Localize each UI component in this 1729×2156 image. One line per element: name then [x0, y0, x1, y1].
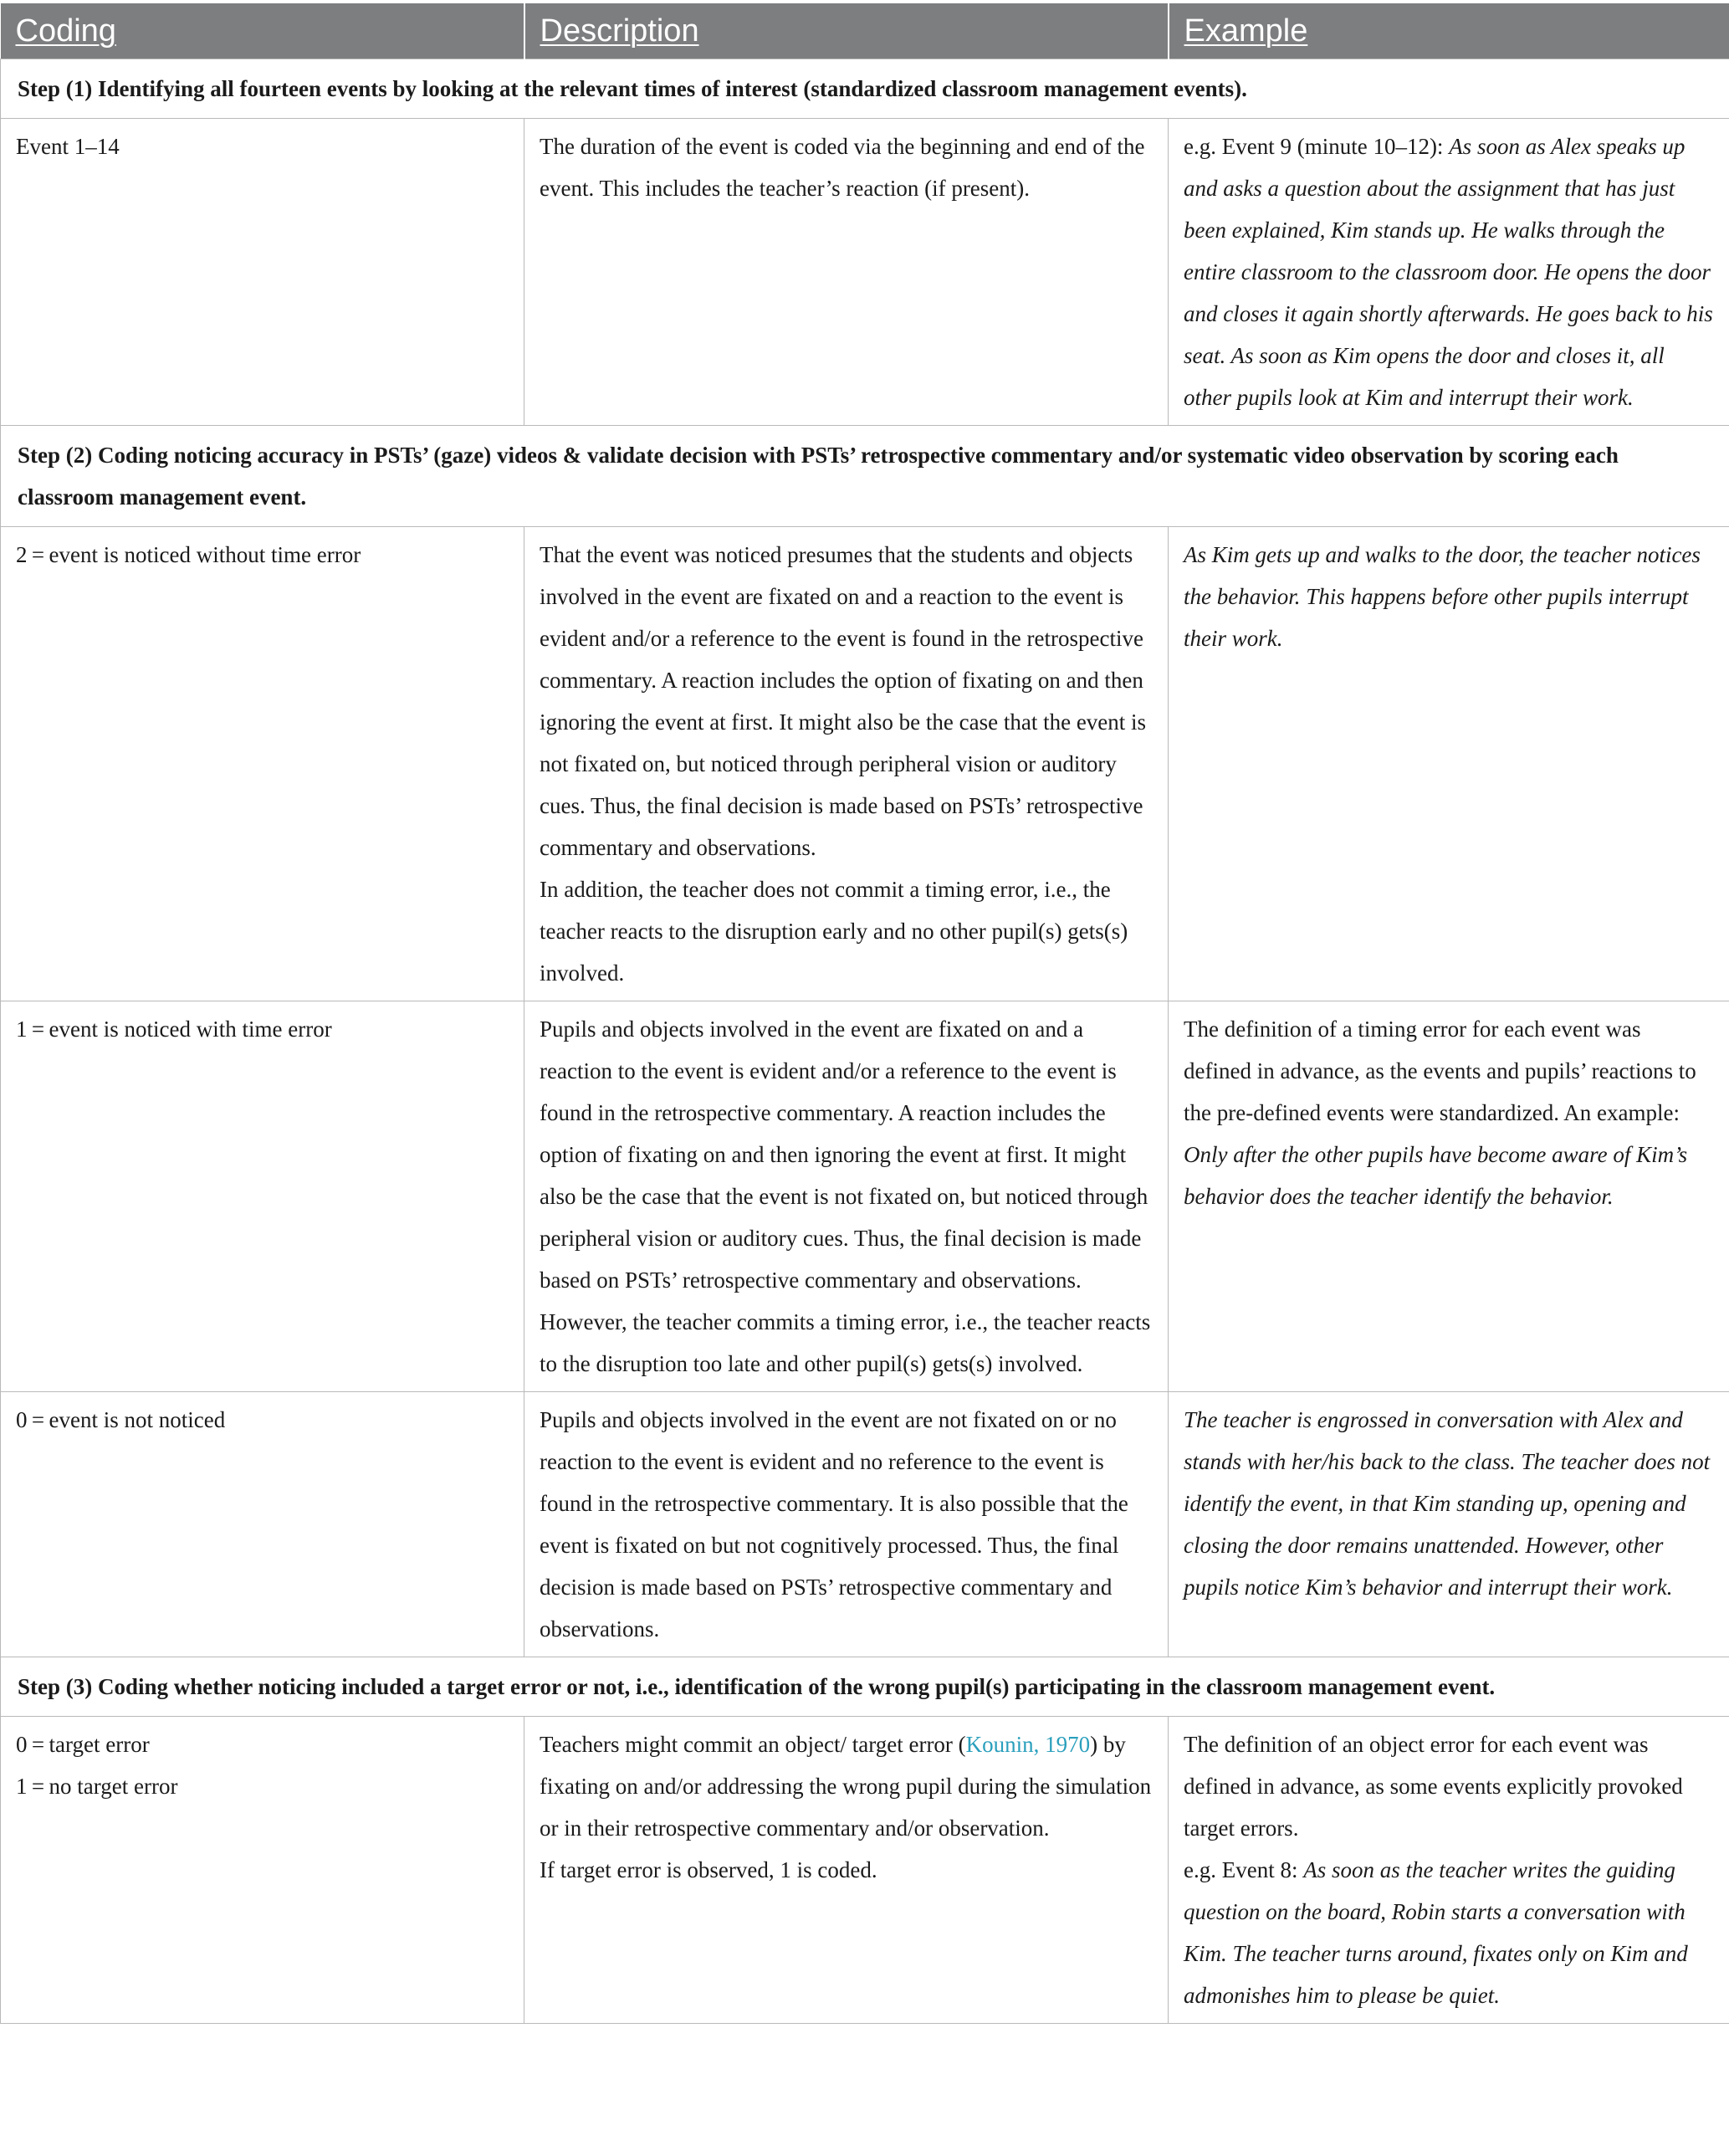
example-plain-text: The definition of an object error for each event was defined in advance, as some events explicitly provoked target errors.	[1184, 1732, 1683, 1841]
coding-scheme-table	[0, 3, 1729, 2024]
step-2-row-1-description-cell	[524, 527, 1169, 1001]
step-1-heading-row	[1, 59, 1729, 119]
description-paragraph: That the event was noticed presumes that the students and objects involved in the event are fixated on and a reaction to the event is evident and/or a reference to the event is found in the retrospective commentary. A reaction includes the option of fixating on and then ignoring the event at first. It might also be the case that the event is not fixated on, but noticed through peripheral vision or auditory cues. Thus, the final decision is made based on PSTs’ retrospective commentary and observations.	[540, 542, 1147, 860]
step-3-heading-row	[1, 1657, 1729, 1717]
table-body	[1, 59, 1729, 2024]
example-italic-text: As soon as the teacher writes the guiding question on the board, Robin starts a conversation with Kim. The teacher turns around, fixates only on Kim and admonishes him to please be quiet.	[1184, 1857, 1688, 2008]
step-1-coding-cell: Event 1–14	[1, 119, 524, 426]
table-row	[1, 1392, 1729, 1657]
description-paragraph: In addition, the teacher does not commit a timing error, i.e., the teacher reacts to the disruption early and no other pupil(s) gets(s) involved.	[540, 877, 1128, 986]
example-italic-text: Only after the other pupils have become aware of Kim’s behavior does the teacher identify the behavior.	[1184, 1142, 1688, 1209]
description-paragraph: If target error is observed, 1 is coded.	[540, 1857, 877, 1882]
step-2-row-2-example-cell	[1169, 1001, 1729, 1392]
description-text: ) by fixating on and/or addressing the wrong pupil during the simulation or in their retrospective commentary and/or observation.	[540, 1732, 1152, 1841]
description-paragraph	[540, 1723, 1153, 1849]
header-coding: Coding	[1, 3, 524, 59]
step-2-row-3-description-cell	[524, 1392, 1169, 1657]
step-1-title: Step (1) Identifying all fourteen events by looking at the relevant times of interest (standardized classroom management events).	[1, 59, 1729, 119]
step-2-row-1-example-cell	[1169, 527, 1729, 1001]
coding-value-line: 1 = no target error	[16, 1774, 178, 1799]
header-description: Description	[524, 3, 1169, 59]
table-row	[1, 1001, 1729, 1392]
coding-value-line: 0 = target error	[16, 1732, 150, 1757]
step-3-coding-cell	[1, 1717, 524, 2024]
example-paragraph	[1184, 1849, 1714, 2016]
table-row	[1, 1717, 1729, 2024]
example-plain-text: The definition of a timing error for each event was defined in advance, as the events and pupils’ reactions to the pre-defined events were standardized. An example:	[1184, 1017, 1696, 1125]
table-row	[1, 119, 1729, 426]
citation-link[interactable]: Kounin, 1970	[965, 1732, 1091, 1757]
step-2-row-3-example-cell	[1169, 1392, 1729, 1657]
description-text: Teachers might commit an object/ target error (	[540, 1732, 966, 1757]
header-example: Example	[1169, 3, 1729, 59]
example-prefix: e.g. Event 8:	[1184, 1857, 1304, 1882]
example-italic-text: The teacher is engrossed in conversation with Alex and stands with her/his back to the class. The teacher does not identify the event, in that Kim standing up, opening and closing the door remains unattended. However, other pupils notice Kim’s behavior and interrupt their work.	[1184, 1407, 1711, 1600]
header-row	[1, 3, 1729, 59]
description-paragraph: Pupils and objects involved in the event are fixated on and a reaction to the event is evident and/or a reference to the event is found in the retrospective commentary. A reaction includes the option of fixating on and then ignoring the event at first. It might also be the case that the event is not fixated on, but noticed through peripheral vision or auditory cues. Thus, the final decision is made based on PSTs’ retrospective commentary and observations.	[540, 1017, 1148, 1293]
step-1-example-cell	[1169, 119, 1729, 426]
step-2-row-1-coding-cell: 2 = event is noticed without time error	[1, 527, 524, 1001]
step-1-description-cell: The duration of the event is coded via the beginning and end of the event. This includes the teacher’s reaction (if present).	[524, 119, 1169, 426]
step-2-row-3-coding-cell: 0 = event is not noticed	[1, 1392, 524, 1657]
table-header	[1, 3, 1729, 59]
example-prefix: e.g. Event 9 (minute 10–12):	[1184, 134, 1450, 159]
step-3-example-cell	[1169, 1717, 1729, 2024]
step-2-row-2-coding-cell: 1 = event is noticed with time error	[1, 1001, 524, 1392]
step-2-heading-row	[1, 426, 1729, 527]
step-2-row-2-description-cell	[524, 1001, 1169, 1392]
step-2-title: Step (2) Coding noticing accuracy in PSTs’ (gaze) videos & validate decision with PSTs’ retrospective commentary and/or systematic video observation by scoring each classroom management event.	[1, 426, 1729, 527]
table-row	[1, 527, 1729, 1001]
step-3-title: Step (3) Coding whether noticing included a target error or not, i.e., identification of the wrong pupil(s) participating in the classroom management event.	[1, 1657, 1729, 1717]
description-paragraph: However, the teacher commits a timing error, i.e., the teacher reacts to the disruption too late and other pupil(s) gets(s) involved.	[540, 1309, 1151, 1376]
example-italic-text: As Kim gets up and walks to the door, the teacher notices the behavior. This happens before other pupils interrupt their work.	[1184, 542, 1701, 651]
step-3-description-cell	[524, 1717, 1169, 2024]
example-italic-text: As soon as Alex speaks up and asks a question about the assignment that has just been explained, Kim stands up. He walks through the entire classroom to the classroom door. He opens the door and closes it again shortly afterwards. He goes back to his seat. As soon as Kim opens the door and closes it, all other pupils look at Kim and interrupt their work.	[1184, 134, 1713, 410]
description-paragraph: Pupils and objects involved in the event are not fixated on or no reaction to the event is evident and no reference to the event is found in the retrospective commentary. It is also possible that the event is fixated on but not cognitively processed. Thus, the final decision is made based on PSTs’ retrospective commentary and observations.	[540, 1407, 1128, 1641]
